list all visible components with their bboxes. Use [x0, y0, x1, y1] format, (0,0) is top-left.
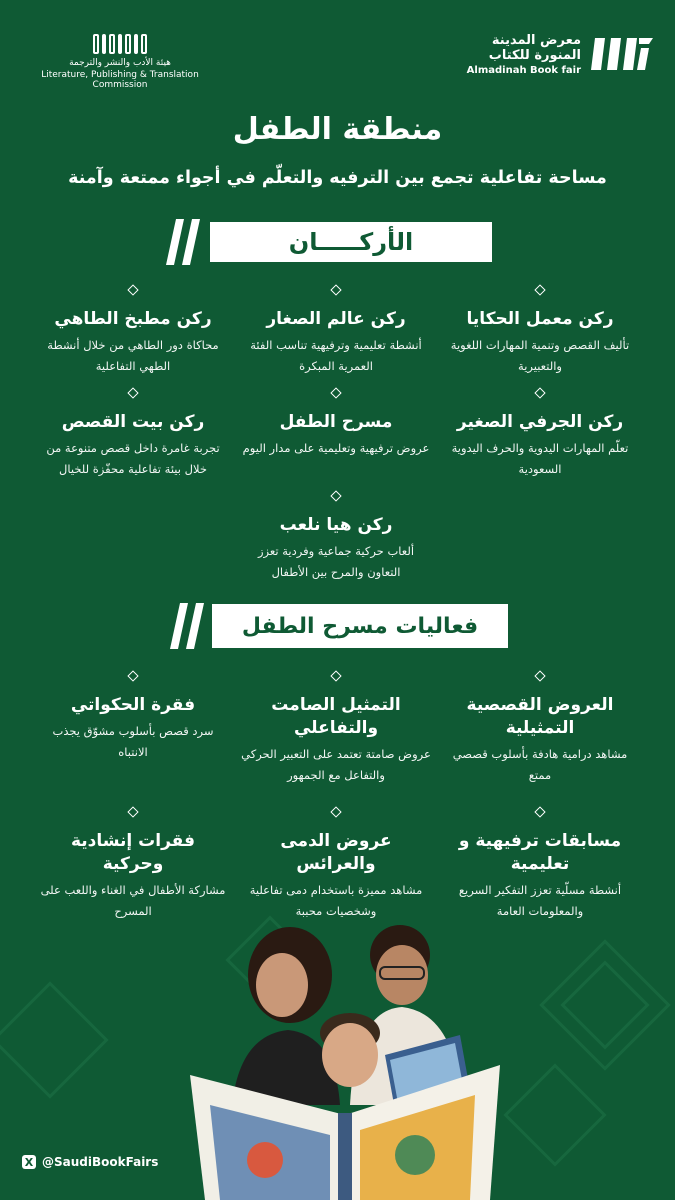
- event-item-title: العروض القصصية التمثيلية: [466, 695, 614, 738]
- section-heading-theater-events: فعاليات مسرح الطفل: [212, 604, 508, 648]
- event-item-title: فقرات إنشادية وحركية: [70, 831, 196, 874]
- diamond-bullet-icon: [330, 387, 341, 398]
- book-fair-logo: [467, 30, 653, 78]
- fair-name-arabic-line1: معرض المدينة: [491, 32, 581, 48]
- event-item: [445, 808, 635, 922]
- fair-name-english: Almadinah Book fair: [466, 64, 581, 76]
- diamond-bullet-icon: [127, 387, 138, 398]
- diamond-bullet-icon: [127, 806, 138, 817]
- diamond-bullet-icon: [534, 387, 545, 398]
- event-item-desc: مشاهد مميزة باستخدام دمى تفاعلية وشخصيات محببة: [249, 883, 423, 918]
- diamond-bullet-icon: [534, 284, 545, 295]
- diamond-bullet-icon: [534, 670, 545, 681]
- corner-item-title: ركن عالم الصغار: [266, 309, 406, 329]
- slashes-decoration-icon: [166, 219, 206, 265]
- header: [0, 30, 675, 90]
- page-title: منطقة الطفل: [232, 112, 443, 147]
- diamond-bullet-icon: [330, 806, 341, 817]
- corner-item: [445, 389, 635, 480]
- diamond-bullet-icon: [330, 670, 341, 681]
- event-item-title: مسابقات ترفيهية و تعليمية: [458, 831, 622, 874]
- slashes-decoration-icon: [170, 603, 210, 649]
- lpc-emblem-icon: [20, 34, 220, 54]
- corner-item-title: ركن مطبخ الطاهي: [54, 309, 212, 329]
- event-item: [445, 672, 635, 786]
- page-subtitle: مساحة تفاعلية تجمع بين الترفيه والتعلّم في أجواء ممتعة وآمنة: [68, 168, 607, 188]
- social-footer: [22, 1155, 158, 1169]
- section-heading-corners: الأركـــــان: [210, 222, 492, 262]
- event-item: [241, 672, 431, 786]
- corner-item-desc: تعلّم المهارات اليدوية والحرف اليدوية السعودية: [451, 441, 629, 476]
- corner-item: [241, 286, 431, 377]
- children-reading-illustration: [170, 915, 520, 1200]
- lpc-name-english: Literature, Publishing & Translation Commission: [41, 70, 199, 90]
- event-item-title: فقرة الحكواتي: [70, 695, 196, 715]
- corner-item-desc: محاكاة دور الطاهي من خلال أنشطة الطهي التفاعلية: [47, 338, 219, 373]
- corner-item-desc: تجربة غامرة داخل قصص متنوعة من خلال بيئة تفاعلية محفّزة للخيال: [46, 441, 220, 476]
- corner-item-desc: أنشطة تعليمية وترفيهية تناسب الفئة العمرية المبكرة: [250, 338, 422, 373]
- event-item-desc: أنشطة مسلّية تعزز التفكير السريع والمعلومات العامة: [458, 883, 622, 918]
- corner-item: [38, 286, 228, 377]
- corner-item-title: ركن معمل الحكايا: [466, 309, 614, 329]
- diamond-bullet-icon: [330, 284, 341, 295]
- corner-item: [241, 492, 431, 583]
- event-item: [241, 808, 431, 922]
- corner-item-desc: ألعاب حركية جماعية وفردية تعزز التعاون والمرح بين الأطفال: [257, 544, 415, 579]
- event-item-desc: مشاركة الأطفال في الغناء واللعب على المسرح: [40, 883, 226, 918]
- event-item-desc: سرد قصص بأسلوب مشوّق يجذب الانتباه: [52, 724, 214, 759]
- corner-item-desc: عروض ترفيهية وتعليمية على مدار اليوم: [242, 441, 430, 455]
- lpc-logo: [20, 34, 220, 90]
- event-item: [38, 808, 228, 922]
- corner-item: [241, 389, 431, 459]
- diamond-bullet-icon: [534, 806, 545, 817]
- event-item: [38, 672, 228, 763]
- corner-item-title: مسرح الطفل: [279, 412, 393, 432]
- diamond-bullet-icon: [330, 490, 341, 501]
- lpc-name-arabic: هيئة الأدب والنشر والترجمة: [69, 58, 171, 68]
- corner-item: [445, 286, 635, 377]
- corner-item-title: ركن بيت القصص: [61, 412, 205, 432]
- diamond-bullet-icon: [127, 670, 138, 681]
- event-item-desc: مشاهد درامية هادفة بأسلوب قصصي ممتع: [452, 747, 628, 782]
- fair-name-arabic-line2: المنورة للكتاب: [488, 47, 581, 63]
- corner-item-title: ركن هيا نلعب: [279, 515, 393, 535]
- book-fair-emblem-icon: [591, 30, 653, 78]
- diamond-bullet-icon: [127, 284, 138, 295]
- social-handle[interactable]: @SaudiBookFairs: [42, 1155, 159, 1169]
- x-twitter-icon: X: [22, 1155, 36, 1169]
- corner-item-title: ركن الجرفي الصغير: [456, 412, 624, 432]
- event-item-title: عروض الدمى والعرائس: [280, 831, 392, 874]
- corner-item: [38, 389, 228, 480]
- event-item-title: التمثيل الصامت والتفاعلي: [271, 695, 401, 738]
- event-item-desc: عروض صامتة تعتمد على التعبير الحركي والتفاعل مع الجمهور: [241, 747, 431, 782]
- corner-item-desc: تأليف القصص وتنمية المهارات اللغوية والتعبيرية: [450, 338, 630, 373]
